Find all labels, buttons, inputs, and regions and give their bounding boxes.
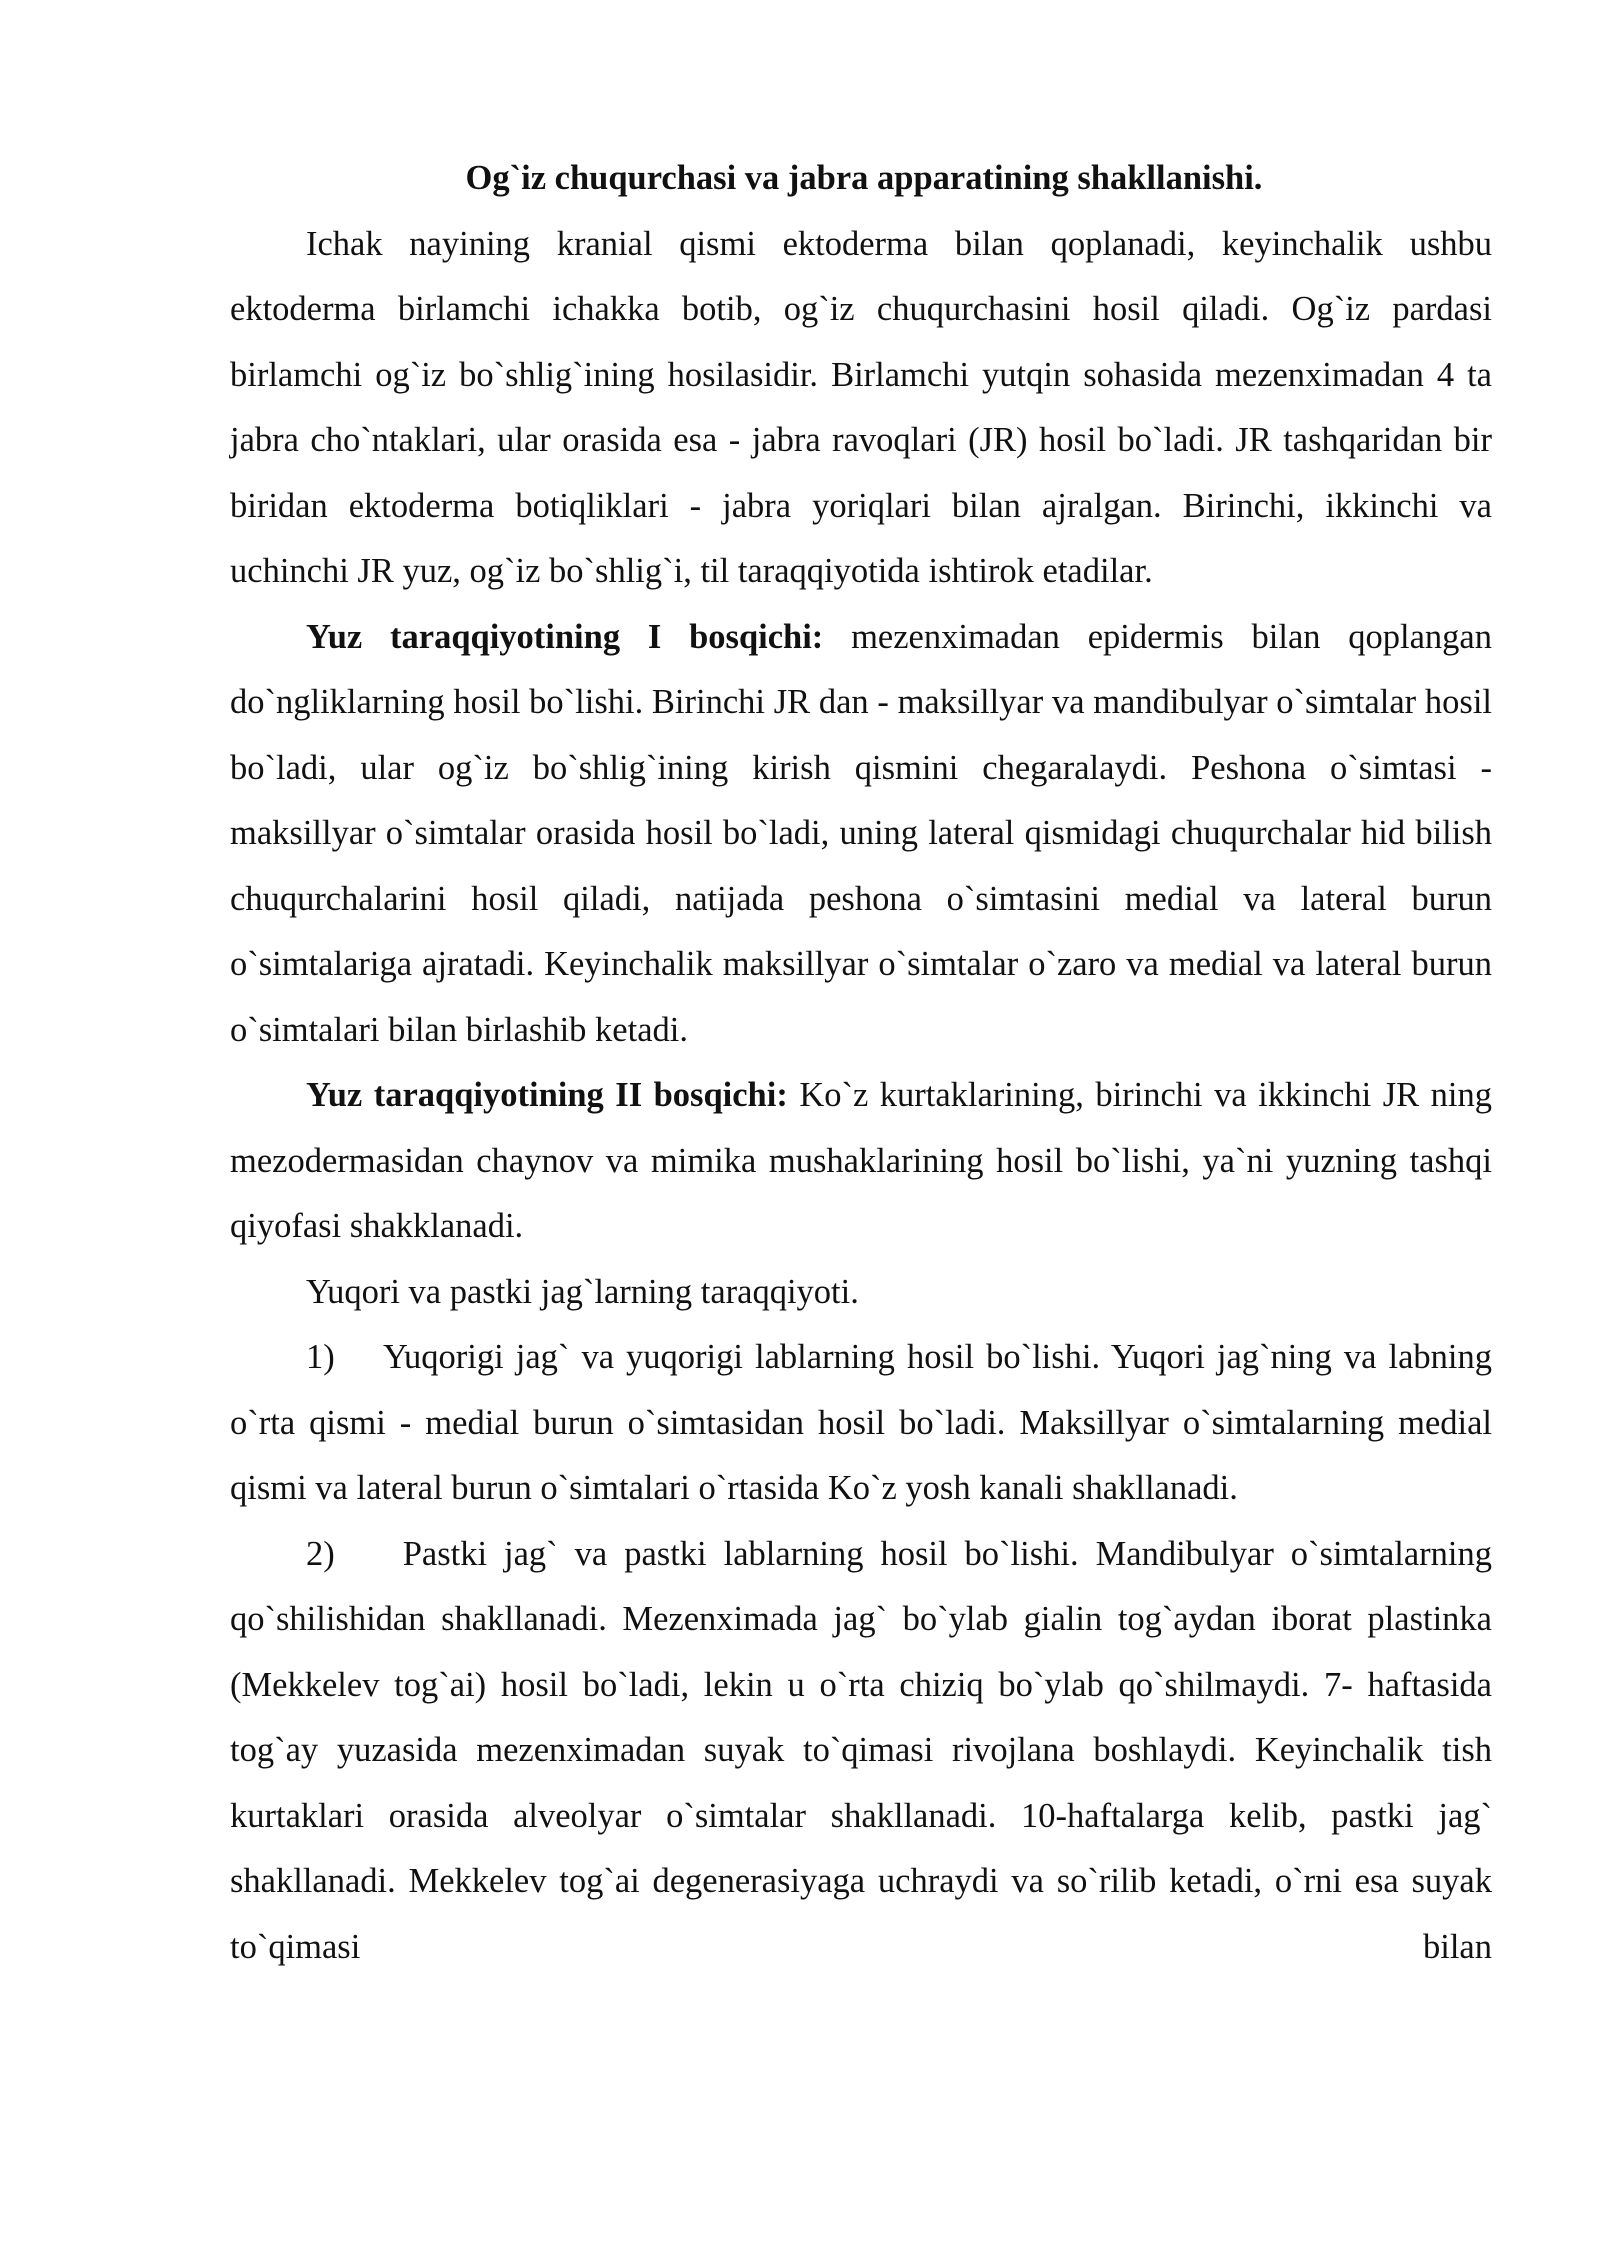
face-stage-2-heading: Yuz taraqqiyotining II bosqichi: [306, 1076, 788, 1114]
paragraph-jaws-heading: Yuqori va pastki jag`larning taraqqiyoti. [306, 1272, 859, 1311]
face-stage-2-text: Ko`z kurtaklarining, birinchi va ikkinchi JR ning mezodermasidan chaynov va mimika mushaklarining hosil bo`lishi, ya`ni yuzning tashqi qiyofasi shakklanadi. [230, 1076, 1492, 1245]
paragraph-lower-jaw: 2) Pastki jag` va pastki lablarning hosil bo`lishi. Mandibulyar o`simtalarning qo`shilishidan shakllanadi. Mezenximada jag` bo`ylab gialin tog`aydan iborat plastinka (Mekkelev tog`ai) hosil bo`ladi, lekin u o`rta chiziq bo`ylab qo`shilmaydi. 7- haftasida tog`ay yuzasida mezenximadan suyak to`qimasi rivojlana boshlaydi. Keyinchalik tish kurtaklari orasida alveolyar o`simtalar shakllanadi. 10-haftalarga kelib, pastki jag` shakllanadi. Mekkelev tog`ai degenerasiyaga uchraydi va so`rilib ketadi, o`rni esa suyak to`qimasi bilan [230, 1534, 1492, 1966]
paragraph-face-stage-2 [230, 1063, 1492, 1260]
paragraph-intro: Ichak nayining kranial qismi ektoderma bilan qoplanadi, keyinchalik ushbu ektoderma birlamchi ichakka botib, og`iz chuqurchasini hosil qiladi. Og`iz pardasi birlamchi og`iz bo`shlig`ining hosilasidir. Birlamchi yutqin sohasida mezenximadan 4 ta jabra cho`ntaklari, ular orasida esa - jabra ravoqlari (JR) hosil bo`ladi. JR tashqaridan bir biridan ektoderma botiqliklari - jabra yoriqlari bilan ajralgan. Birinchi, ikkinchi va uchinchi JR yuz, og`iz bo`shlig`i, til taraqqiyotida ishtirok etadilar. [230, 224, 1492, 590]
paragraph-face-stage-1 [230, 605, 1492, 1064]
paragraph-upper-jaw: 1) Yuqorigi jag` va yuqorigi lablarning hosil bo`lishi. Yuqori jag`ning va labning o`rta qismi - medial burun o`simtasidan hosil bo`ladi. Maksillyar o`simtalarning medial qismi va lateral burun o`simtalari o`rtasida Ko`z yosh kanali shakllanadi. [230, 1338, 1492, 1507]
face-stage-1-text: mezenximadan epidermis bilan qoplangan do`ngliklarning hosil bo`lishi. Birinchi JR dan - maksillyar va mandibulyar o`simtalar hosil bo`ladi, ular og`iz bo`shlig`ining kirish qismini chegaralaydi. Peshona o`simtasi - maksillyar o`simtalar orasida hosil bo`ladi, uning lateral qismidagi chuqurchalar hid bilish chuqurchalarini hosil qiladi, natijada peshona o`simtasini medial va lateral burun o`simtalariga ajratadi. Keyinchalik maksillyar o`simtalar o`zaro va medial va lateral burun o`simtalari bilan birlashib ketadi. [230, 617, 1492, 1049]
document-title: Og`iz chuqurchasi va jabra apparatining shakllanishi. [465, 159, 1263, 197]
face-stage-1-heading: Yuz taraqqiyotining I bosqichi: [306, 617, 824, 656]
